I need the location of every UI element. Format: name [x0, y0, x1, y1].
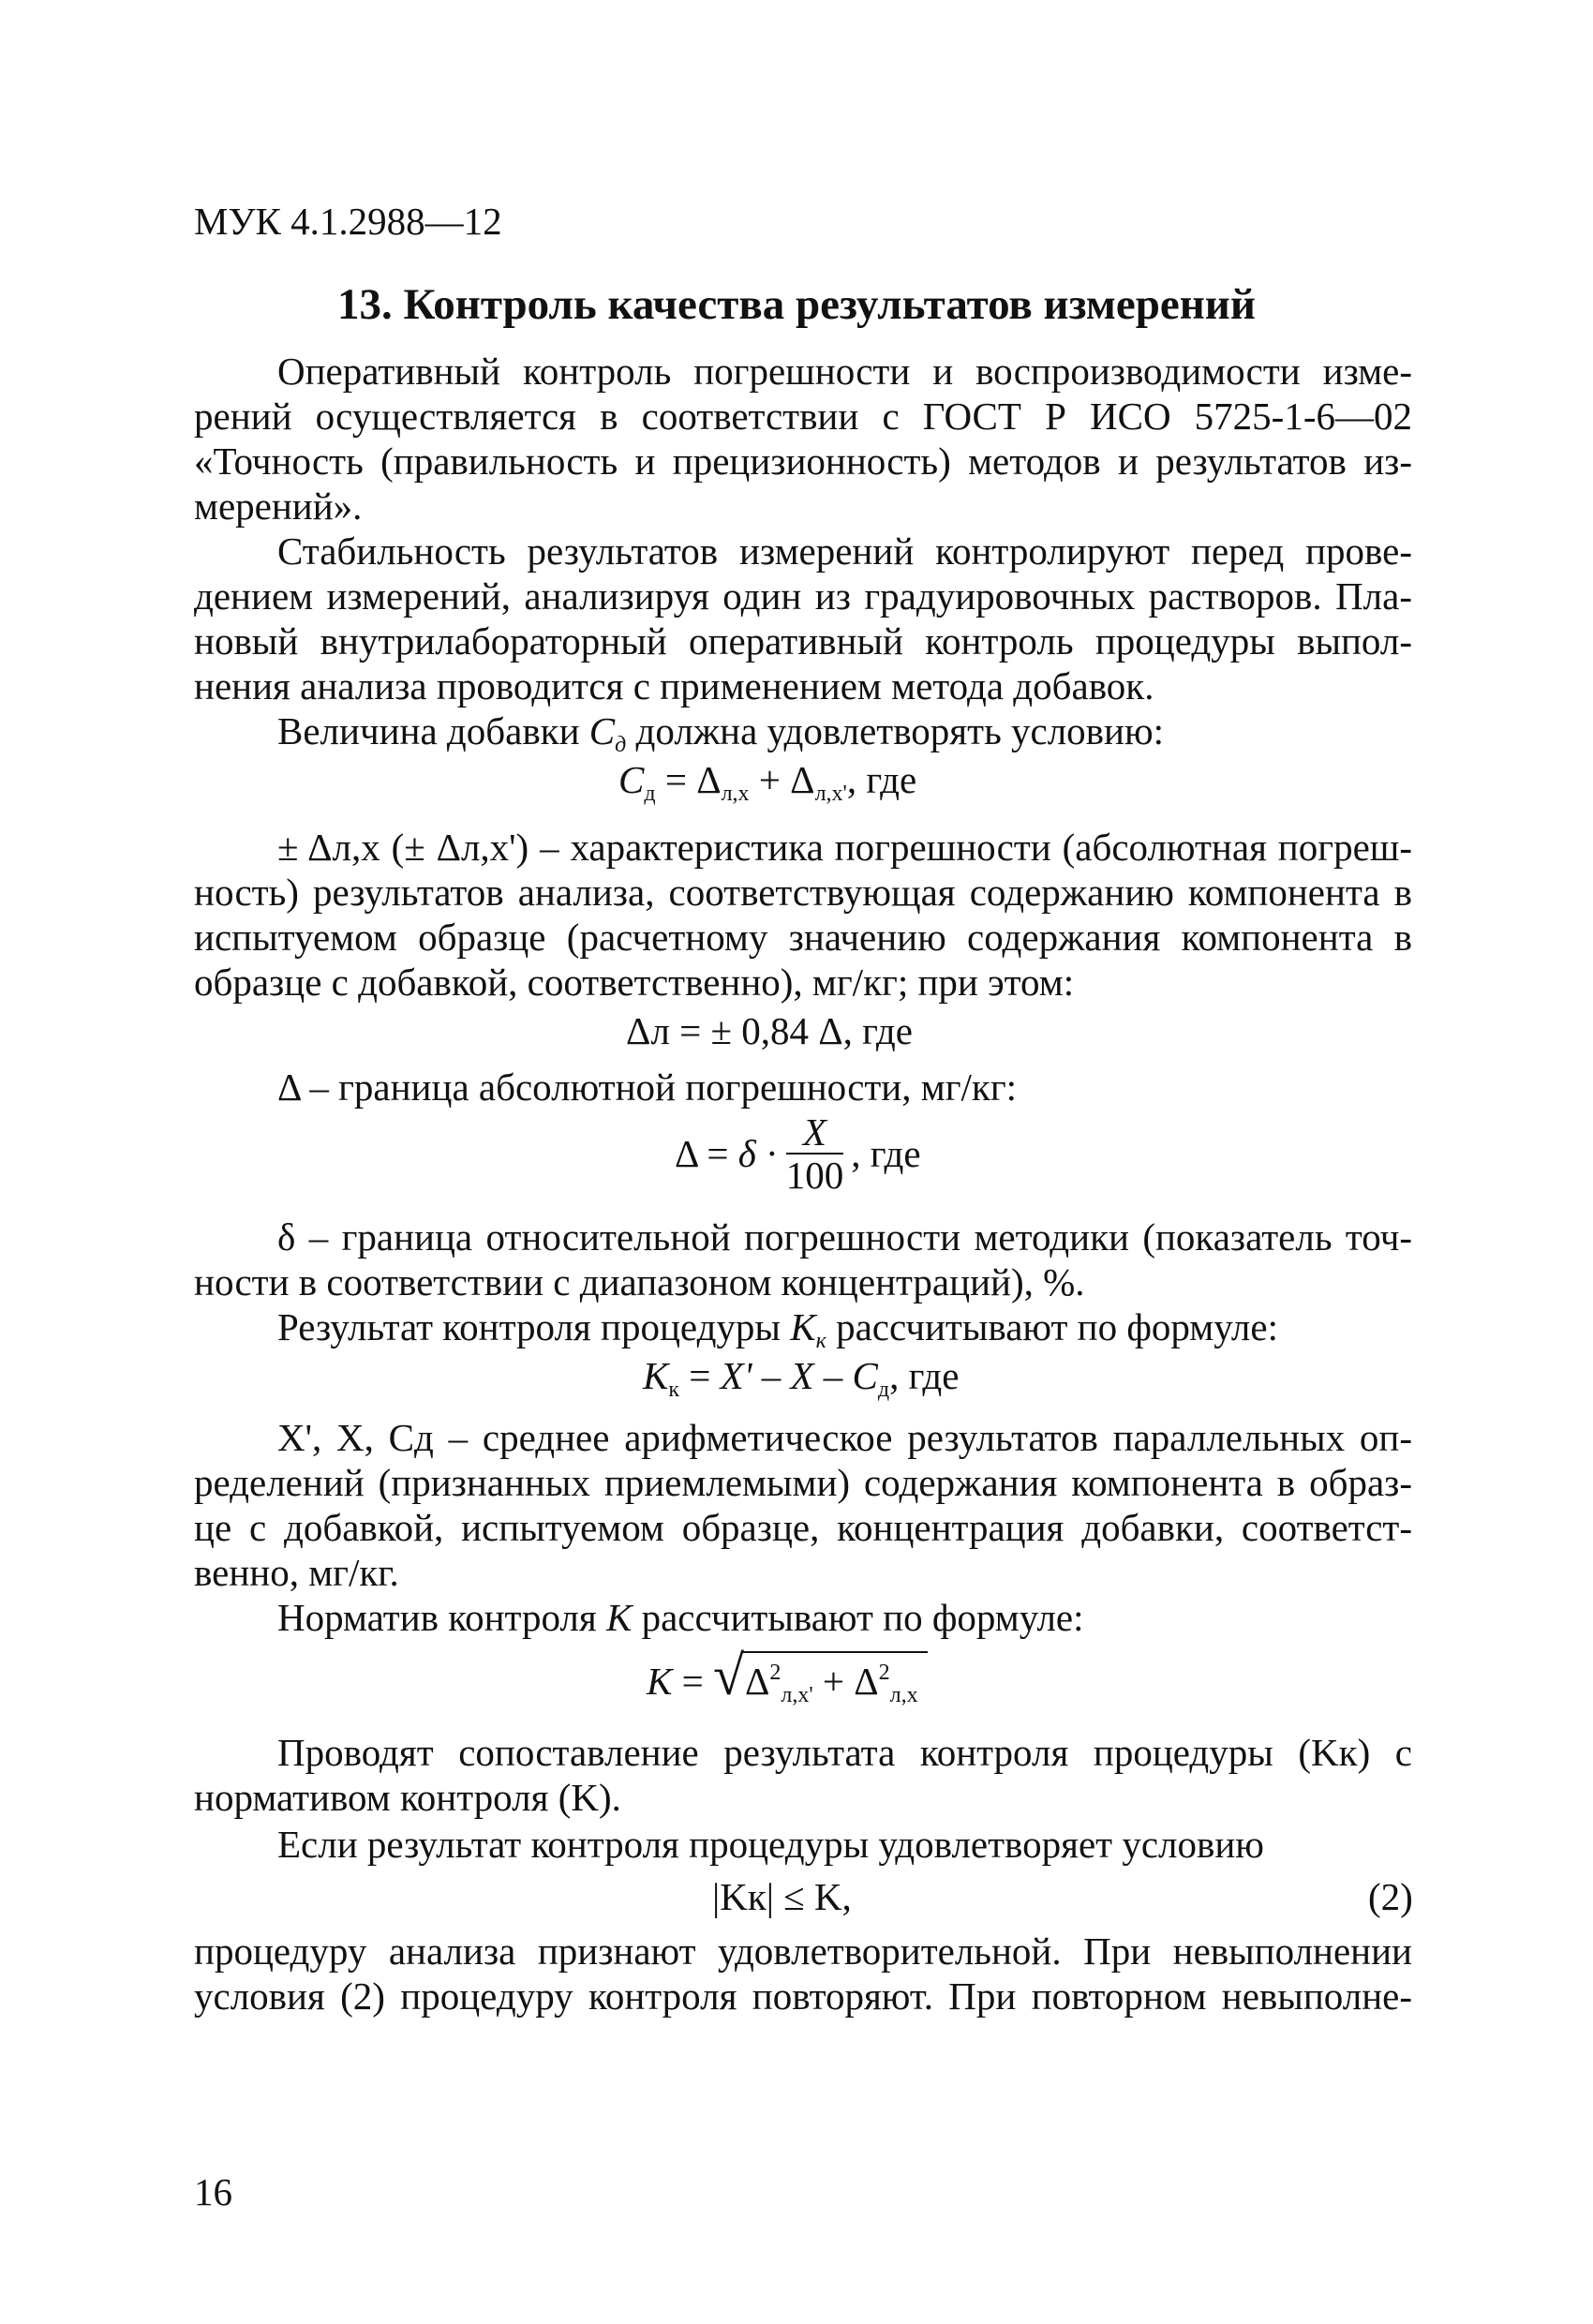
formula-condition: |Kк| ≤ K,	[712, 1875, 852, 1918]
paragraph-line: Величина добавки $C_д$ должна удовлетворять условию:	[277, 709, 1164, 757]
paragraph-line: δ – граница относительной погрешности методики (показатель точ-	[277, 1215, 1412, 1259]
formula-k-norm: K = √ $\Delta^2_{л,х'} + \Delta^2_{л,х}$	[647, 1651, 928, 1704]
square-root: √ $\Delta^2_{л,х'} + \Delta^2_{л,х}$	[713, 1651, 928, 1704]
paragraph-line: Проводят сопоставление результата контроля процедуры (Kк) с	[277, 1731, 1412, 1774]
fraction: $\frac{X}{100}$	[785, 1110, 844, 1197]
paragraph-line: дением измерений, анализируя один из градуировочных растворов. Пла-	[194, 574, 1412, 618]
paragraph-line: новый внутрилабораторный оперативный контроль процедуры выпол-	[194, 619, 1412, 663]
variable-k: K	[605, 1596, 633, 1639]
paragraph-line: процедуру анализа признают удовлетворительной. При невыполнении	[194, 1929, 1412, 1973]
formula-delta: Δ = δ · $\frac{X}{100}$ , где	[675, 1110, 921, 1197]
paragraph-line: «Точность (правильность и прецизионность) методов и результатов из-	[194, 439, 1412, 483]
paragraph-line: ности в соответствии с диапазоном концентраций), %.	[194, 1260, 1085, 1304]
equation-number: (2)	[1368, 1875, 1413, 1918]
paragraph-line: венно, мг/кг.	[194, 1551, 399, 1594]
paragraph-line: Если результат контроля процедуры удовлетворяет условию	[277, 1823, 1264, 1866]
paragraph-line: образце с добавкой, соответственно), мг/кг; при этом:	[194, 961, 1075, 1004]
paragraph-line: ± Δл,х (± Δл,х') – характеристика погрешности (абсолютная погреш-	[277, 826, 1412, 869]
paragraph-line: нения анализа проводится с применением метода добавок.	[194, 664, 1154, 708]
paragraph-line: мерений».	[194, 484, 363, 528]
section-title: 13. Контроль качества результатов измерений	[337, 280, 1256, 329]
paragraph-line: ределений (признанных приемлемыми) содержания компонента в образ-	[194, 1461, 1412, 1504]
paragraph-line: Норматив контроля K рассчитывают по формуле:	[277, 1596, 1084, 1639]
paragraph-line: испытуемом образце (расчетному значению содержания компонента в	[194, 916, 1412, 959]
formula-delta-l: Δл = ± 0,84 Δ, где	[626, 1009, 913, 1052]
paragraph-line: це с добавкой, испытуемом образце, концентрация добавки, соответст-	[194, 1506, 1412, 1549]
page-number: 16	[194, 2170, 232, 2213]
variable-cd: $C_д$	[588, 709, 627, 757]
paragraph-line: Результат контроля процедуры $K_к$ рассчитывают по формуле:	[277, 1305, 1278, 1353]
paragraph-line: условия (2) процедуру контроля повторяют. При повторном невыполне-	[194, 1974, 1412, 2018]
paragraph-line: Стабильность результатов измерений контролируют перед прове-	[277, 529, 1412, 573]
paragraph-line: Δ – граница абсолютной погрешности, мг/кг:	[277, 1065, 1018, 1109]
variable-kk: $K_к$	[790, 1305, 826, 1353]
paragraph-line: Оперативный контроль погрешности и воспроизводимости изме-	[277, 350, 1412, 393]
running-header: МУК 4.1.2988—12	[194, 200, 502, 243]
formula-kk: $K_к = X' - X - C_д$, где	[643, 1354, 960, 1402]
paragraph-line: рений осуществляется в соответствии с ГОСТ Р ИСО 5725-1-6—02	[194, 395, 1412, 438]
paragraph-line: ность) результатов анализа, соответствующая содержанию компонента в	[194, 871, 1412, 914]
paragraph-line: нормативом контроля (K).	[194, 1776, 621, 1819]
paragraph-line: X', X, Cд – среднее арифметическое результатов параллельных оп-	[277, 1416, 1412, 1459]
formula-additive: $C_д = \Delta_{л,х} + \Delta_{л,х'}$, где	[618, 758, 917, 806]
